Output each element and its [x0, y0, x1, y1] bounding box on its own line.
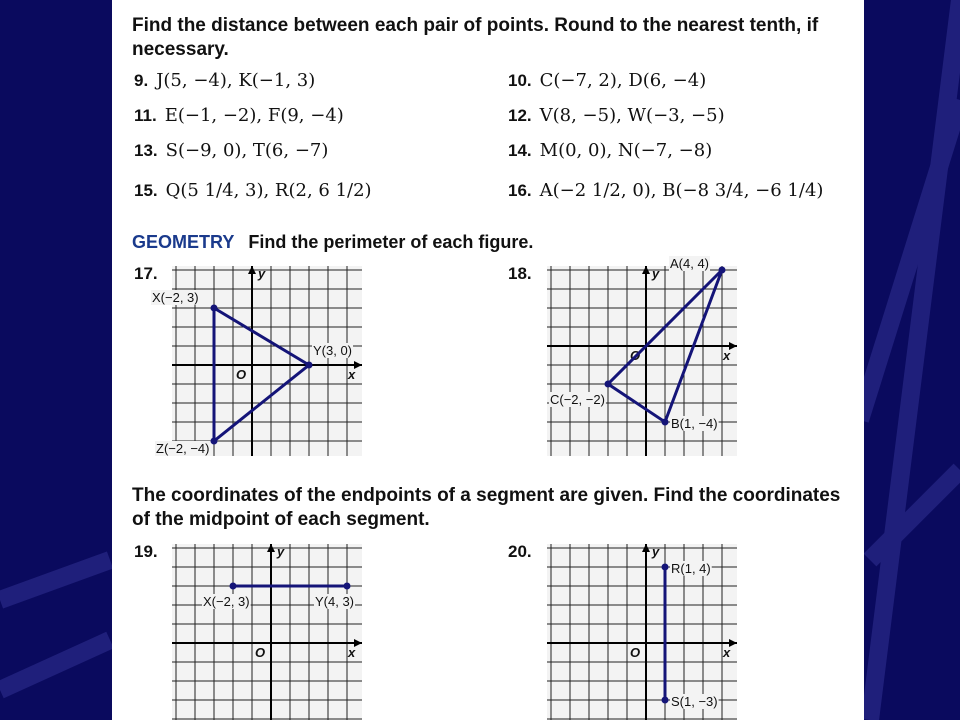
graph-17 — [152, 266, 362, 456]
point-label: S(1, −3) — [671, 694, 718, 709]
geometry-heading: GEOMETRY Find the perimeter of each figure. — [132, 232, 534, 252]
problem-9: 9. J(5, −4), K(−1, 3) — [134, 70, 316, 91]
point-label: Y(3, 0) — [313, 343, 353, 358]
y-axis-label: y — [277, 544, 285, 559]
point-marker — [605, 381, 612, 388]
point-marker — [306, 362, 313, 369]
problem-11: 11. E(−1, −2), F(9, −4) — [134, 105, 344, 126]
y-axis-label: y — [258, 266, 266, 281]
point-marker — [662, 564, 669, 571]
point-label: X(−2, 3) — [152, 290, 199, 305]
problem-13: 13. S(−9, 0), T(6, −7) — [134, 140, 329, 161]
x-axis-label: x — [723, 348, 731, 363]
problem-15: 15. Q(5 1/4, 3), R(2, 6 1/2) — [134, 180, 372, 201]
point-marker — [211, 438, 218, 445]
point-label: B(1, −4) — [671, 416, 718, 431]
graph-19 — [172, 544, 362, 720]
midpoint-heading: The coordinates of the endpoints of a segment are given. Find the coordinates of the midpoint of each segment. — [132, 485, 841, 530]
coordinate-plane-17 — [152, 266, 362, 456]
point-label: R(1, 4) — [671, 561, 711, 576]
x-axis-label: x — [723, 645, 731, 660]
y-axis-label: y — [652, 266, 660, 281]
graph-20 — [547, 544, 737, 720]
x-axis-label: x — [348, 367, 356, 382]
origin-label: O — [255, 645, 266, 660]
problem-14: 14. M(0, 0), N(−7, −8) — [508, 140, 713, 161]
point-marker — [719, 267, 726, 274]
figure-18-number: 18. — [508, 264, 532, 283]
point-label: Y(4, 3) — [315, 594, 355, 609]
figure-outline — [214, 308, 309, 441]
point-marker — [230, 583, 237, 590]
figure-17-number: 17. — [134, 264, 158, 283]
figure-19-number: 19. — [134, 542, 158, 561]
distance-heading: Find the distance between each pair of points. Round to the nearest tenth, if necessary. — [132, 15, 819, 60]
problem-10: 10. C(−7, 2), D(6, −4) — [508, 70, 707, 91]
coordinate-plane-18 — [547, 256, 737, 456]
worksheet — [112, 0, 864, 720]
x-axis-label: x — [348, 645, 356, 660]
point-label: C(−2, −2) — [550, 392, 605, 407]
point-label: A(4, 4) — [670, 256, 710, 271]
point-marker — [344, 583, 351, 590]
point-label: X(−2, 3) — [203, 594, 250, 609]
point-label: Z(−2, −4) — [156, 441, 210, 456]
coordinate-plane-19 — [172, 544, 362, 720]
point-marker — [662, 697, 669, 704]
origin-label: O — [236, 367, 247, 382]
point-marker — [211, 305, 218, 312]
figure-20-number: 20. — [508, 542, 532, 561]
graph-18 — [547, 256, 737, 456]
problem-12: 12. V(8, −5), W(−3, −5) — [508, 105, 725, 126]
point-marker — [662, 419, 669, 426]
problem-16: 16. A(−2 1/2, 0), B(−8 3/4, −6 1/4) — [508, 180, 824, 201]
grid-lines — [172, 544, 362, 720]
y-axis-label: y — [652, 544, 660, 559]
origin-label: O — [630, 645, 641, 660]
grid-lines — [172, 266, 362, 456]
coordinate-plane-20 — [547, 544, 737, 720]
origin-label: O — [630, 348, 641, 363]
